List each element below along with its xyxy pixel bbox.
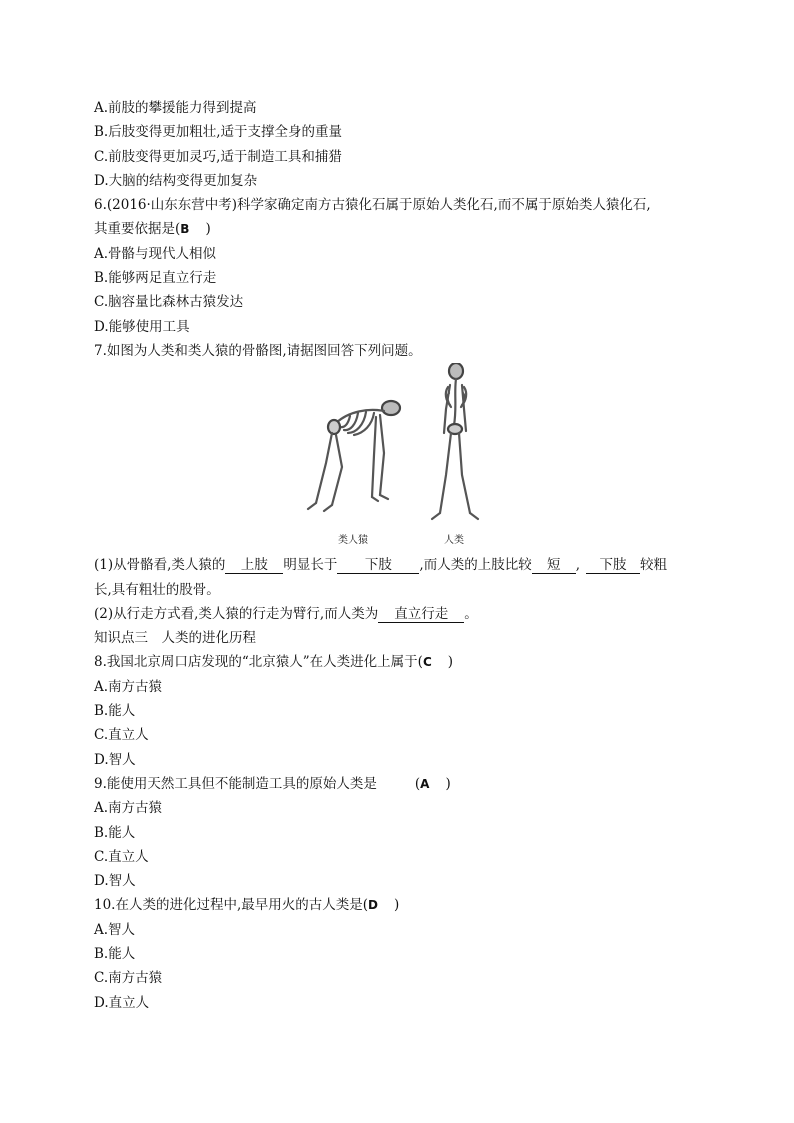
- q7-p1-text-5: 较粗: [640, 557, 668, 574]
- q7-p1-text-4: ,: [575, 557, 581, 574]
- q8-option-d: D.智人: [94, 751, 136, 768]
- q10-stem-text: 10.在人类的进化过程中,最早用火的古人类是(: [94, 897, 369, 914]
- q7-p2-text-2: 。: [464, 605, 478, 622]
- q9-stem-text: 9.能使用天然工具但不能制造工具的原始人类是: [94, 775, 377, 792]
- q9-option-a: A.南方古猿: [94, 800, 163, 817]
- q9-stem: [94, 772, 714, 796]
- q7-part1-line-1: [94, 553, 714, 577]
- q10-close-paren: ): [394, 897, 400, 914]
- ape-skeleton: [308, 401, 400, 511]
- q6-stem-line-2: [94, 217, 714, 241]
- q5-option-c: C.前肢变得更加灵巧,适于制造工具和捕猎: [94, 148, 342, 165]
- q6-option-c: C.脑容量比森林古猿发达: [94, 294, 244, 311]
- skeleton-illustration: [304, 363, 504, 531]
- q7-p2-text-1: (2)从行走方式看,类人猿的行走为臂行,而人类为: [94, 605, 379, 622]
- q9-answer: A: [420, 776, 430, 791]
- q9-close-paren: ): [445, 775, 451, 792]
- q6-option-b: B.能够两足直立行走: [94, 270, 217, 287]
- q6-stem-line-1: 6.(2016·山东东营中考)科学家确定南方古猿化石属于原始人类化石,而不属于原始类人猿化石,: [94, 197, 651, 214]
- q6-option-a: A.骨骼与现代人相似: [94, 245, 217, 262]
- q9-option-d: D.智人: [94, 873, 136, 890]
- q5-option-b: B.后肢变得更加粗壮,适于支撑全身的重量: [94, 124, 343, 141]
- q9-option-c: C.直立人: [94, 848, 149, 865]
- q7-p1-blank-2: 下肢: [337, 557, 419, 574]
- label-ape: 类人猿: [338, 535, 368, 547]
- q10-option-b: B.能人: [94, 946, 136, 963]
- q8-stem: [94, 650, 714, 674]
- q7-p1-text-2: 明显长于: [283, 557, 338, 574]
- q10-stem: [94, 893, 714, 917]
- q7-part1-line-2: 长,具有粗壮的股骨。: [94, 581, 220, 598]
- q7-p1-text-1: (1)从骨骼看,类人猿的: [94, 557, 226, 574]
- label-human: 人类: [444, 535, 464, 547]
- q8-stem-text: 8.我国北京周口店发现的“北京猿人”在人类进化上属于(: [94, 654, 423, 671]
- q7-p1-text-3: ,而人类的上肢比较: [419, 557, 532, 574]
- q7-p1-blank-3: 短: [532, 557, 576, 574]
- q10-option-a: A.智人: [94, 921, 136, 938]
- human-skeleton: [432, 363, 478, 519]
- worksheet-page: [94, 96, 714, 1015]
- q6-option-d: D.能够使用工具: [94, 318, 190, 335]
- q6-stem-text: 其重要依据是(: [94, 221, 181, 238]
- q9-open-paren: (: [414, 775, 421, 792]
- q8-option-b: B.能人: [94, 703, 136, 720]
- skeleton-figure: [94, 363, 714, 553]
- q8-answer: C: [422, 655, 432, 670]
- q7-part2: [94, 602, 714, 626]
- q10-answer: D: [368, 898, 378, 913]
- q10-option-d: D.直立人: [94, 994, 150, 1011]
- q8-option-c: C.直立人: [94, 727, 149, 744]
- q9-option-b: B.能人: [94, 824, 136, 841]
- q7-p2-blank-1: 直立行走: [378, 606, 464, 623]
- q6-answer: B: [180, 222, 190, 237]
- q8-option-a: A.南方古猿: [94, 678, 163, 695]
- q8-close-paren: ): [447, 654, 454, 671]
- q6-close-paren: ): [205, 221, 211, 238]
- section-title: 知识点三 人类的进化历程: [94, 630, 256, 647]
- q5-option-d: D.大脑的结构变得更加复杂: [94, 172, 258, 189]
- q5-option-a: A.前肢的攀援能力得到提高: [94, 100, 257, 116]
- q7-p1-blank-4: 下肢: [586, 557, 640, 574]
- q7-p1-blank-1: 上肢: [225, 557, 283, 574]
- q7-stem: 7.如图为人类和类人猿的骨骼图,请据图回答下列问题。: [94, 342, 422, 359]
- q10-option-c: C.南方古猿: [94, 970, 163, 987]
